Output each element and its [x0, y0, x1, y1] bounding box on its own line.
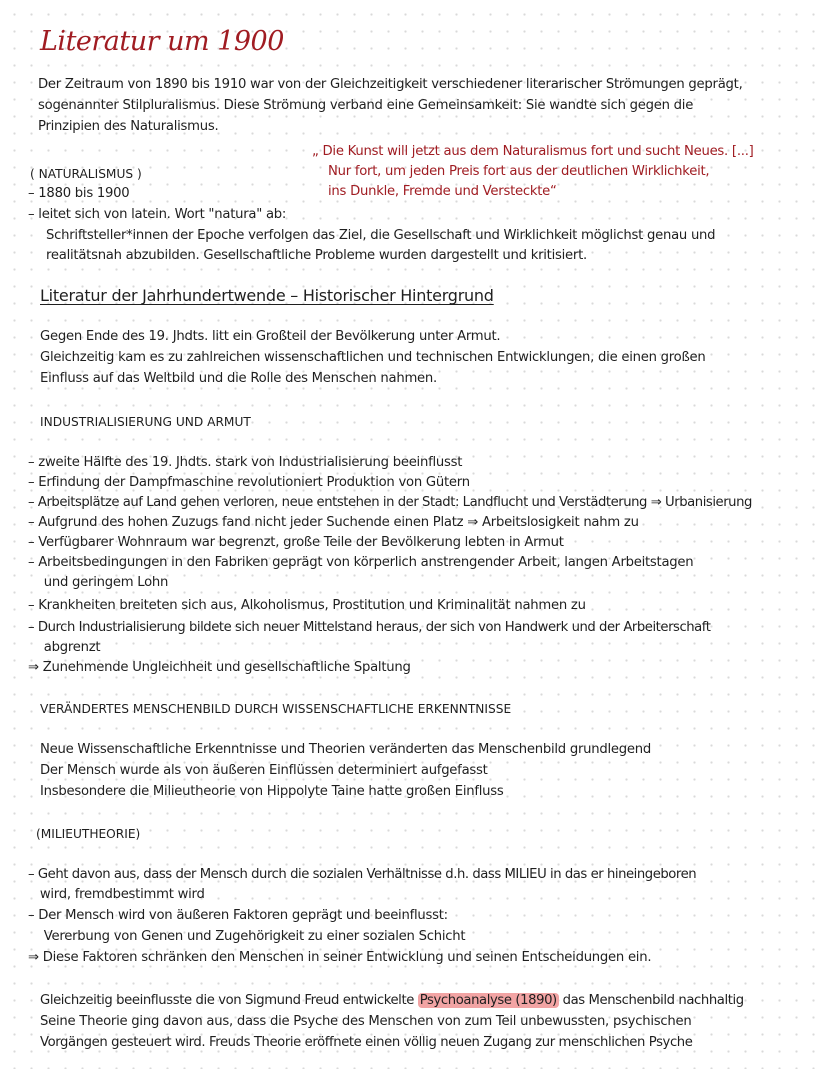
naturalismus-body: Schriftsteller*innen der Epoche verfolgen das Ziel, die Gesellschaft und Wirklichkeit möglichst genau und	[46, 228, 716, 243]
page-title: Literatur um 1900	[40, 26, 284, 57]
freud-line: Seine Theorie ging davon aus, dass die Psyche des Menschen von zum Teil unbewussten, psychischen	[40, 1014, 692, 1029]
industrialisierung-heading: INDUSTRIALISIERUNG UND ARMUT	[40, 415, 251, 429]
quote-line: „ Die Kunst will jetzt aus dem Naturalismus fort und sucht Neues. [...]	[312, 144, 754, 159]
menschenbild-body: Neue Wissenschaftliche Erkenntnisse und Theorien veränderten das Menschenbild grundlegend	[40, 742, 651, 757]
list-item: – Krankheiten breiteten sich aus, Alkoholismus, Prostitution und Kriminalität nahmen zu	[28, 598, 586, 613]
list-item: – Der Mensch wird von äußeren Faktoren geprägt und beeinflusst:	[28, 908, 448, 923]
freud-text: Gleichzeitig beeinflusste die von Sigmund Freud entwickelte	[40, 993, 418, 1008]
conclusion-item: ⇒ Zunehmende Ungleichheit und gesellschaftliche Spaltung	[28, 660, 411, 675]
section-body: Gegen Ende des 19. Jhdts. litt ein Großteil der Bevölkerung unter Armut.	[40, 329, 501, 344]
milieu-heading: (MILIEUTHEORIE)	[36, 827, 141, 841]
list-item: – Geht davon aus, dass der Mensch durch die sozialen Verhältnisse d.h. dass MILIEU in das er hineingeboren	[28, 867, 697, 882]
list-item: – 1880 bis 1900	[28, 186, 130, 201]
list-item: und geringem Lohn	[28, 575, 169, 590]
naturalismus-body: realitätsnah abzubilden. Gesellschaftliche Probleme wurden dargestellt und kritisiert.	[46, 248, 587, 263]
list-item: abgrenzt	[28, 640, 101, 655]
psychoanalyse-highlight: Psychoanalyse (1890)	[419, 993, 557, 1008]
quote-line: ins Dunkle, Fremde und Versteckte“	[328, 184, 557, 199]
conclusion-item: ⇒ Diese Faktoren schränken den Menschen in seiner Entwicklung und seinen Entscheidungen ein.	[28, 950, 652, 965]
freud-line: Vorgängen gesteuert wird. Freuds Theorie eröffnete einen völlig neuen Zugang zur menschlichen Psyche	[40, 1035, 693, 1050]
list-item: – Erfindung der Dampfmaschine revolutioniert Produktion von Gütern	[28, 475, 470, 490]
menschenbild-body: Der Mensch wurde als von äußeren Einflüssen determiniert aufgefasst	[40, 763, 488, 778]
freud-text: das Menschenbild nachhaltig	[558, 993, 744, 1008]
list-item: wird, fremdbestimmt wird	[28, 887, 205, 902]
naturalismus-heading: ( NATURALISMUS )	[30, 167, 142, 181]
list-item: Vererbung von Genen und Zugehörigkeit zu einer sozialen Schicht	[28, 929, 466, 944]
section-body: Gleichzeitig kam es zu zahlreichen wissenschaftlichen und technischen Entwicklungen, die einen großen	[40, 350, 706, 365]
section-body: Einfluss auf das Weltbild und die Rolle des Menschen nahmen.	[40, 371, 437, 386]
list-item: – Verfügbarer Wohnraum war begrenzt, große Teile der Bevölkerung lebten in Armut	[28, 535, 564, 550]
intro-line: Prinzipien des Naturalismus.	[38, 119, 219, 134]
quote-line: Nur fort, um jeden Preis fort aus der deutlichen Wirklichkeit,	[328, 164, 710, 179]
list-item: – zweite Hälfte des 19. Jhdts. stark von Industrialisierung beeinflusst	[28, 455, 463, 470]
intro-line: Der Zeitraum von 1890 bis 1910 war von der Gleichzeitigkeit verschiedener literarischer Strömungen geprägt,	[38, 77, 743, 92]
list-item: – Durch Industrialisierung bildete sich neuer Mittelstand heraus, der sich von Handwerk und der Arbeiterschaft	[28, 620, 711, 635]
list-item: – Arbeitsplätze auf Land gehen verloren, neue entstehen in der Stadt: Landflucht und Verstädterung ⇒ Urbanisierung	[28, 495, 752, 510]
freud-line	[40, 993, 744, 1009]
list-item: – leitet sich von latein. Wort "natura" ab:	[28, 207, 287, 222]
menschenbild-heading: VERÄNDERTES MENSCHENBILD DURCH WISSENSCHAFTLICHE ERKENNTNISSE	[40, 702, 512, 716]
intro-line: sogenannter Stilpluralismus. Diese Strömung verband eine Gemeinsamkeit: Sie wandte sich gegen die	[38, 98, 694, 113]
list-item: – Aufgrund des hohen Zuzugs fand nicht jeder Suchende einen Platz ⇒ Arbeitslosigkeit nahm zu	[28, 515, 639, 530]
section-heading: Literatur der Jahrhundertwende – Historischer Hintergrund	[40, 286, 494, 305]
list-item: – Arbeitsbedingungen in den Fabriken geprägt von körperlich anstrengender Arbeit, langen Arbeitstagen	[28, 555, 694, 570]
menschenbild-body: Insbesondere die Milieutheorie von Hippolyte Taine hatte großen Einfluss	[40, 784, 504, 799]
